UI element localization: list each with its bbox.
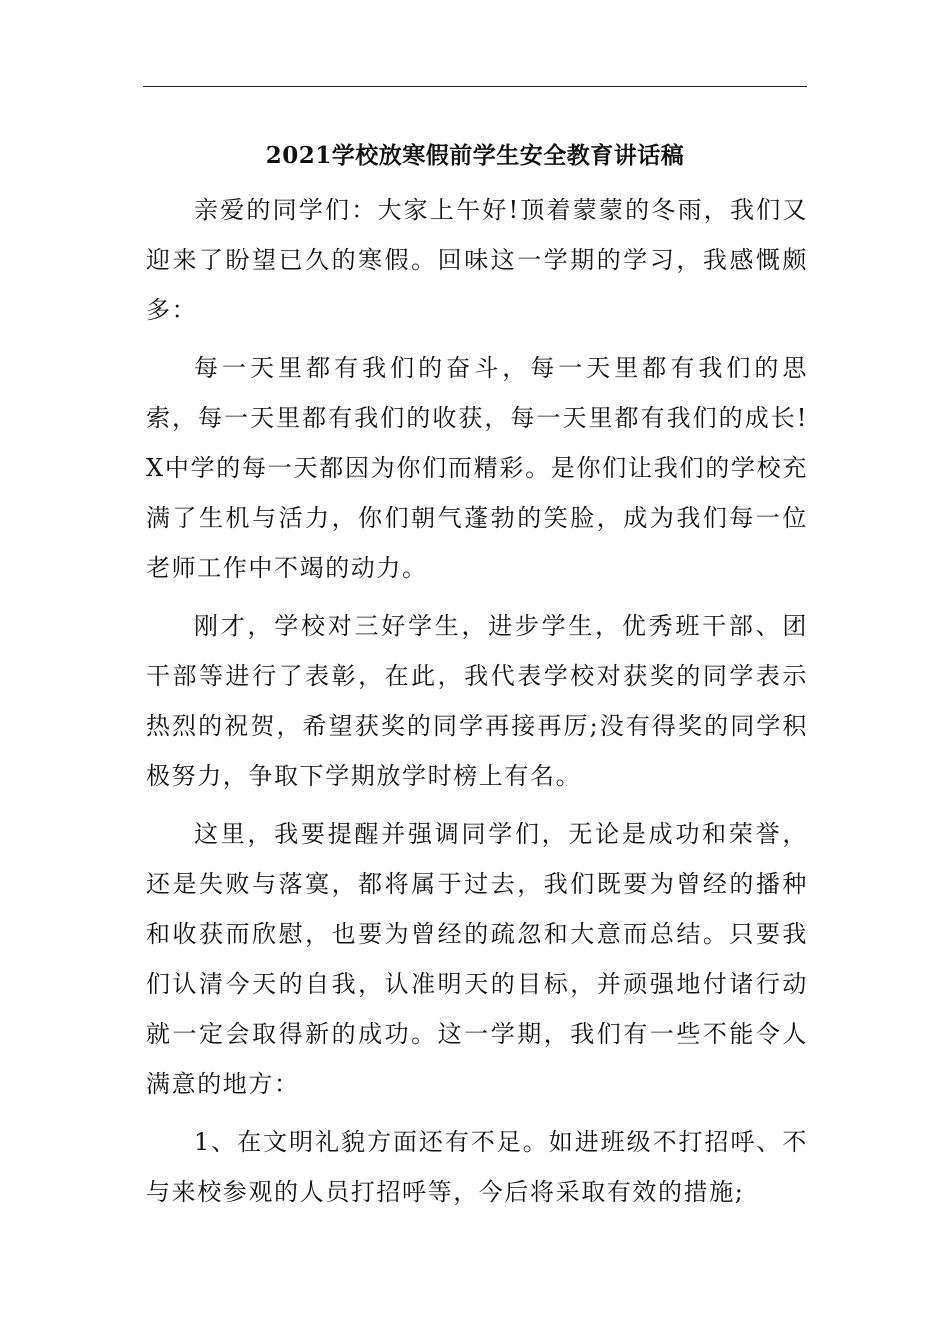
- paragraph-greeting: 亲爱的同学们：大家上午好!顶着蒙蒙的冬雨，我们又迎来了盼望已久的寒假。回味这一学期的学习，我感慨颇多：: [146, 196, 808, 324]
- paragraph-item-1: 1、在文明礼貌方面还有不足。如进班级不打招呼、不与来校参观的人员打招呼等，今后将采取有效的措施;: [146, 1128, 808, 1206]
- document-body: [146, 185, 808, 1225]
- header-rule: [143, 86, 807, 87]
- paragraph-awards: 刚才，学校对三好学生，进步学生，优秀班干部、团干部等进行了表彰，在此，我代表学校对获奖的同学表示热烈的祝贺，希望获奖的同学再接再厉;没有得奖的同学积极努力，争取下学期放学时榜上有名。: [146, 612, 808, 790]
- paragraph-daily-growth: 每一天里都有我们的奋斗，每一天里都有我们的思索，每一天里都有我们的收获，每一天里都有我们的成长!X中学的每一天都因为你们而精彩。是你们让我们的学校充满了生机与活力，你们朝气蓬勃的笑脸，成为我们每一位老师工作中不竭的动力。: [146, 354, 808, 582]
- paragraph-reminder: 这里，我要提醒并强调同学们，无论是成功和荣誉，还是失败与落寞，都将属于过去，我们既要为曾经的播种和收获而欣慰，也要为曾经的疏忽和大意而总结。只要我们认清今天的自我，认准明天的目标，并顽强地付诸行动就一定会取得新的成功。这一学期，我们有一些不能令人满意的地方：: [146, 820, 808, 1098]
- document-title: 2021学校放寒假前学生安全教育讲话稿: [265, 142, 685, 169]
